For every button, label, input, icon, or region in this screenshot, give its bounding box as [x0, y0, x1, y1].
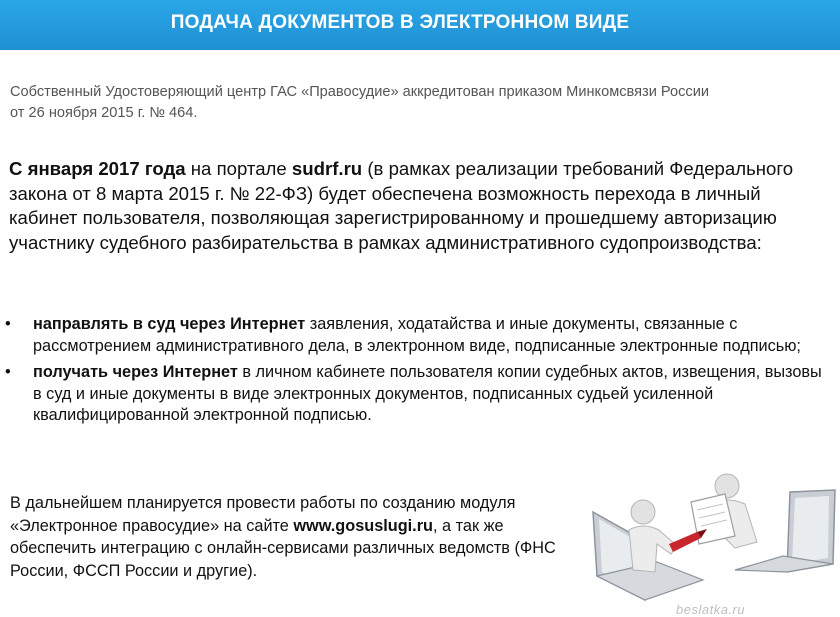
main-text-2: (в рамках реализации требований Федерального закона от 8 марта 2015 г. № 22-ФЗ) будет обеспечена возможность перехода в личный кабинет пользователя, позволяющая зарегистрированному и прошедшему авторизацию участнику судебного разбирательства в рамках административного судопроизводства:: [9, 158, 794, 253]
watermark: beslatka.ru: [676, 602, 746, 617]
list-item-text: заявления, ходатайства и иные документы, связанные с рассмотрением административного дела, в электронном виде, подписанные электронные подписью;: [33, 315, 801, 355]
accreditation-note: [10, 82, 810, 124]
list-item-bold: получать через Интернет: [33, 363, 238, 381]
accreditation-note-line-1: Собственный Удостоверяющий центр ГАС «Правосудие» аккредитован приказом Минкомсвязи России: [10, 84, 710, 100]
list-item-text: в личном кабинете пользователя копии судебных актов, извещения, вызовы в суд и иные документы в виде электронных документов, подписанных судьей усиленной квалифицированной электронной подписью.: [33, 363, 822, 424]
list-item: [0, 362, 840, 427]
bottom-site-bold: www.gosuslugi.ru: [293, 516, 433, 535]
document-exchange-illustration: [585, 472, 840, 617]
bullet-marker: •: [5, 315, 11, 333]
page-title: ПОДАЧА ДОКУМЕНТОВ В ЭЛЕКТРОННОМ ВИДЕ: [170, 12, 630, 33]
bottom-text-2: , а так же обеспечить интеграцию с онлайн-сервисами различных ведомств (ФНС России, ФССП России и другие).: [10, 516, 556, 580]
bullet-marker: •: [5, 363, 11, 381]
future-plans-paragraph: [10, 492, 580, 582]
capabilities-list: [0, 314, 840, 432]
list-item: [0, 314, 840, 357]
main-text-1: на портале: [185, 158, 292, 179]
header-bar: [0, 0, 840, 50]
bottom-text-1: В дальнейшем планируется провести работы по созданию модуля «Электронное правосудие» на сайте: [10, 494, 516, 535]
left-person-icon: [629, 500, 677, 572]
list-item-bold: направлять в суд через Интернет: [33, 315, 306, 333]
main-date-bold: С января 2017 года: [9, 158, 186, 179]
accreditation-note-line-2: от 26 ноября 2015 г. № 464.: [10, 105, 198, 121]
main-paragraph: [9, 157, 824, 255]
main-site-bold: sudrf.ru: [291, 158, 363, 179]
